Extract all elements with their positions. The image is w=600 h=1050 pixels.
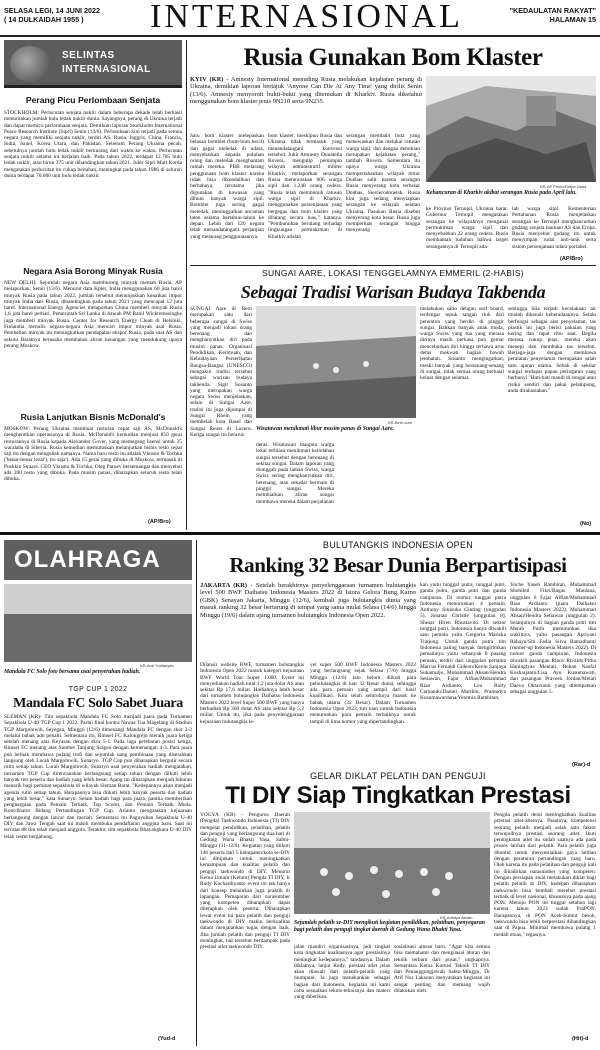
page-number: HALAMAN 15 [549, 15, 596, 24]
badminton-sign: (Rar)-d [572, 762, 591, 768]
issue-date [4, 6, 154, 24]
lead-photo-credit: KR-AP Photo/Felipe Dana [540, 184, 587, 189]
sports-body: SLEMAN (KR)- Tim sepakbola Mandala FC Solo menjadi juara pada Turnamen Sepakbola U-40 TGP Cup 1 2022. Partai final kontra Nawas Tua Magelang di Stadion TGP Margoluwih, Seyegan, Minggu (12/6) dimenangi Mandala FC dengan skor 3-2 melalui babak adu penalti. Sementara itu, Bimsel FC Kalongrejo meraih juara ketiga setelah menang atas Keyasan dengan skor 5-1. Pada laga perebutan posisi ketiga, Bimsel FC menang atas Sumber Tanjung Sragen dengan kemenangan 4-3. Para juara pun berhak membawa pulang trofi dan sejumlah uang pembinaan yang diserahkan langsung oleh Lurah Margoluwih, Sunaryo. TGP Cup pun diharapkan bergulir secara rutin setiap tahun. Lurah Margoluwih, Sunaryo usai penyerahan hadiah mengatakan, turnamen TGP Cup direncanakan berlangsung setiap tahun dengan diikuti lebih banyak tim peserta dan hadiah yang lebih besar. Ajang ini diharapkan menjadi hiburan menarik bagi peminat sepakbola di wilayah Sleman Barat. "Kedepannya akan menjadi agenda rutin setiap tahun. Harapannya bisa diikuti lebih banyak peserta dan hadiah yang lebih besar," kata Sunaryo. Selain hadiah bagi para juara, panitia memberikan penghargaan pada Pemain Terbaik, Top Scorer, dan Pemain Terbaik Muda. Koordinator Bidang Pertandingan TGP Cup, Arianto mengatakan kejuaraan berlangsung dengan lancar dan meriah. Sementara itu Paguyuban Sepakbola U-40 DIY dan Jawa Tengah saat ini masih membuka pendaftaran anggota baru. Saat ini tercatat 88 tim telah menjadi anggota. Terakhir, tim sepakbola Bhayangkara U-40 DIY telah resmi bergabung. [4, 714, 192, 840]
badminton-col-4: Yoche Yaseh Rambitan, Muhammad Shohibul Fikri/Bagas Maulana, unggulan 6 Fajar Alfian/Muhammad Rian Ardianto (juara Daihatsu Indonesia Masters 2022), Muhammad Ahsan/Hendra Setiawan (unggulan 2). Selanjutnya di bagian ganda putri tim Merah Putih menurunkan dua wakilnya, yaitu pasangan Apriyani Rahayu/Siti Fadia Silva Ramadhanti (runner-up Indonesia Masters 2022). Di nomor ganda campuran, Indonesia diwakili pasangan Rinov Rivaldy/Pitha Haningtyas Mentari, Rehan Naufal Kusharjanto/Lisa Ayu Kusumawati, dan pasangan Praveen Jordan/Melati Daeva Oktavianti yang ditempatkan sebagai unggulan 5. [510, 582, 596, 696]
culture-col-4: sehingga bila terjadi kecelakaan air mudah dikenali keberadaannya. Selain berfungsi sebagai alat penyelamat, tas plastik itu juga berisi pakaian yang kering dan rapat ribu saat. Begitu merasa cukup puas, mereka akan menepi dan membuka tas tersebut. Berjaga-jaga dengan membawa peralatan penyelamat merupakan salah satu ajaran utama. Sebab di sekitar sungai terdapat papan peringatan yang berbunyi "Hati-hati mandi di sungai atau risiko sendiri dan pakai pelampung, anda dirahasiakan." [508, 306, 596, 394]
badminton-col-2: vel super 500 BWF Indonesia Masters 2022 yang berlangsung sejak Selasa (7/6) hingga Minggu (12/6) lalu belum diikuti para pebulutangkis di luar 32 Besar dunia, sehingga ada para pemain yang tampil dari hasil kualifikasi. Kini telah seluruhnya masuk ke babak utama (32 Besar). Dalam Turnamen Indonesia Open 2022, tim tuan rumah Indonesia menurunkan para pemain terbaiknya untuk tampil di lima nomor yang dipertandingkan. [310, 662, 416, 725]
sports-headline: Mandala FC Solo Sabet Juara [13, 696, 183, 711]
culture-headline: Sebagai Tradisi Warisan Budaya Takbenda [240, 282, 546, 302]
lead-intro-text: - Amnesty International menuding Rusia melakukan kejahatan perang di Ukraina, demikian laporan bertajuk 'Anyone Can Die At Any Time' yang dirilis Senin (13/6). Amnesty menyoroti bukti-bukti yang ditemukan di Kharkiv. Rusia diketahui menggunakan bom klaster jenis 9N210 serta 9N235. [190, 76, 422, 106]
section-masthead: INTERNASIONAL [150, 0, 463, 35]
sports-photo [4, 584, 192, 662]
globe-icon [10, 46, 50, 82]
badminton-headline: Ranking 32 Besar Dunia Berpartisipasi [229, 553, 567, 577]
lead-photo-caption: Kehancuran di Kharkiv akibat serangan Rusia pada April lalu. [426, 190, 577, 196]
paper-name: "KEDAULATAN RAKYAT" [509, 6, 596, 15]
sidebar-headline-1: Perang Picu Perlombaan Senjata [25, 95, 161, 105]
sports-kicker: TGP CUP 1 2022 [68, 686, 128, 693]
paper-info [440, 6, 596, 24]
column-divider [186, 40, 187, 530]
sports-photo-credit: KR-Ardi Yudianyah [140, 663, 174, 668]
training-sign: (Hit)-d [572, 1036, 589, 1042]
team-photo-image [4, 584, 192, 662]
culture-photo [256, 306, 416, 418]
badminton-col-3: kan yaitu tunggal putra, tunggal putri, ganda putra, ganda putri dan ganda campuran. Di nomor tunggal putra Indonesia menurunkan 4 pemain, Anthony Sinisuka Ginting (unggulan 5), Jonatan Christie (unggulan 8), Shesar Hiren Rhustavito. Di sektor tunggal putri, Indonesia hanya diwakili satu pemain yaitu Gregoria Mariska Tunjung. Untuk ganda putra tim Indonesia paling banyak mengirimkan pemainnya yaitu sebanyak 8 pasang pemain, terdiri dari unggulan pertama Marcus Fernaldi Gideon/Kevin Sanjaya Sukamuljo, Mohammad Ahsan/Hendra Setiawan, Fajar Alfian/Muhammad Rian Ardianto, Leo Rolly Carnando/Daniel Marthin, Pramudya Kusumawardana/Yeremia Rambitan. [420, 582, 506, 702]
river-image [256, 306, 416, 418]
sidebar-headline-2: Negara Asia Borong Minyak Rusia [23, 266, 163, 276]
culture-col-1: SUNGAI Aare di Bern merupakan satu dari beberapa sungai di Swiss yang menjadi lokasi orang berenang dan menghanyutkan diri pada musim panas. Organisasi Pendidikan, Keilmuan, dan Kebudayaan Perserikatan Bangsa-Bangsa (UNESCO) mengakui tradisi tersebut sebagai warisan budaya takbenda. Sigit Susanto yang merupakan warga negara Swiss menjelaskan, selain di Sungai Aare, tradisi itu juga dijumpai di Sungai Rhein yang membelah kota Basel dan Sungai Reuss di Luzern. Ketiga sungai itu berarus [190, 306, 252, 438]
lead-headline: Rusia Gunakan Bom Klaster [243, 44, 543, 71]
culture-photo-credit: KR-Bern.com [388, 420, 413, 425]
culture-col-2b [338, 442, 416, 528]
lead-photo [426, 76, 596, 182]
culture-col-2: deras. Wisatawan maupun warga lokal terbiasa menikmati keindahan sungai tersebut dengan berenang di sekitar sungai. Dalam laporan yang diunggah pada laman Swiss, warga Swiss sering menghanyutkan diri, berenang, atau sekadar bermain di pinggir sungai. Mereka membiarkan aliran sungai membawa mereka dalam perjalanan [256, 442, 334, 505]
badminton-dateline: JAKARTA (KR) [200, 582, 248, 589]
sports-sign: (Yud-d [158, 1036, 176, 1042]
badminton-intro [200, 582, 416, 660]
issue-date-hijri: ( 14 DULKAIDAH 1955 ) [4, 15, 84, 24]
sports-divider [0, 532, 600, 535]
lead-sign: (AP/Bro) [560, 256, 583, 262]
destroyed-building-image [426, 76, 596, 182]
sports-column-divider [196, 540, 197, 1046]
training-headline: TI DIY Siap Tingkatkan Prestasi [225, 782, 571, 809]
sports-banner [4, 540, 192, 580]
culture-kicker: SUNGAI AARE, LOKASI TENGGELAMNYA EMMERIL (2-HABIS) [262, 268, 524, 278]
lead-col-3: serangan membabi buta yang menewaskan dan melukai ratusan warga sipil, dan dengan demikian merupakan kejahatan perang," tambah Rovera. Sementara itu upaya warga Ukraina mempertahankan wilayah timur Donbas sulit karena serangan Rusia menyerang kota terbesar Donbas, Sievierodonetsk. Rusia kini juga sedang menyiapkan serangan ke wilayah selatan Ukraina. Pasukan Rusia disebut menyerang kota besar. Rusia juga memperluas serangan hingga menyerang [346, 133, 420, 234]
training-photo-caption: Sejumlah pelatih se-DIY mengikuti kegiatan pendidikan, pelatihan, penyegaran bagi pelatih dan penguji tingkat daerah di Gedung Wana Bhakti Yasa. [294, 920, 485, 933]
sidebar-body-1: STOCKHOLM: Perlucutan senjata nuklir dalam beberapa dekade telah berhasil menurunkan jumlah hulu ledak nuklir dunia. Sayangnya, perang di Ukraina terjadi dan dapat memicu perlombaan senjata. Demikian laporan Stockholm International Peace Research Institute (Sipri) Senin (13/6). Perlombaan kini terjadi pada semua negara yang memiliki senjata nuklir, terdiri AS, Rusia, Inggris, China, Francis, India, Israel, Korea Utara, dan Pakistan. Sebelum Perang Ukraina pecah, sebetulnya jumlah hulu ledak nuklir berkurang dari waktu ke waktu. Perlucutan senjata nuklir selama ini berjalan baik. Pada tahun 2022, terdapat 12.705 hulu ledak nuklir, atau turun 375 unit dibandingkan tahun 2021. Jubir Sipri Matt Korda mengatakan perlucutan itu cukup bertahan, meningkat pada tahun 1986 di seluruh dunia terdapat 70.000 unit hulu ledak nuklir. [4, 110, 182, 179]
sidebar-title-2: INTERNASIONAL [62, 64, 151, 75]
sports-photo-caption: Mandala FC Solo foto bersama usai penyerahan hadiah. [4, 669, 141, 675]
badminton-col-1: Dilansir website BWF, turnamen bulutangkis Indonesia Open 2022 masuk kategori kejuaraan BWF World Tour Super 1.000. Event ini menyediakan hadiah total 1,2 juta dolar AS atau sekitar Rp 17,6 miliar. Hadiahnya lebih besar dari turnamen bulutangkis Daihatsu Indonesia Masters 2022 level Super 500 BWF yang hanya berhadiah Rp 360 dolar AS atau sekitar Rp 5,2 miliar. Untuk itu, jika pada penyelenggaraan kejuaraan bulutangkis le- [200, 662, 304, 725]
sidebar-sign: (AP/Bro) [148, 519, 171, 525]
training-col-1: YOGYA (KR) - Pengurus Daerah (Pengda) Taekwondo Indonesia (TI) DIY mengelar pendidikan, pelatihan, pelatih dan penguji yang berlangsung dua hari di Gedung Wana Bhakti Yasa, Sabtu-Minggu (11-12/6). Kegiatan yang diikuti 146 peserta dari 5 kabupaten/kota se-DIY ini ditujukan untuk meningkatkan kemampuan dan kualitas pelatih dan penguji taekwondo di DIY. Menurut Ketua Umum (Ketum) Pengda TI DIY, Ir Rudy Kochardiyanto event ini tak hanya dari konsep melainkan juga praktik di lapangan. Pemaparan dari narasumber yang kompeten diharapkan dapat diterapkan oleh peserta. Diharapkan lewat event ini para pelatih dan penguji taekwondo di DIY makin berkualitas dalam menjalankan tugas dengan baik. Jika jumlah pelatih dan penguji TI DIY meningkat, hal tersebut berdampak pada prestasi atlet taekwondo DIY. [200, 812, 290, 951]
sidebar-banner [4, 40, 182, 88]
header-rule [0, 35, 600, 37]
training-hall-image [294, 812, 490, 914]
lead-col-4b: lah warga sipil. Kementerian Pertahanan Rusia menjelaskan serangan ke Ternopil menghancurkan gudang senjata bantuan AS dan Eropa. Rusia menyebut gudang itu untuk menyimpan rudal anti-tank serta sistem persenjataan udara portabel. [512, 206, 596, 250]
badminton-kicker: BULUTANGKIS INDONESIA OPEN [322, 540, 474, 550]
lead-dateline: KYIV (KR) [190, 76, 224, 83]
lead-bottom-rule [190, 265, 596, 266]
sidebar-title-1: SELINTAS [62, 50, 115, 61]
sports-banner-title: OLAHRAGA [14, 546, 161, 573]
sidebar-body-2: NEW DELHI: Sejumlah negara Asia memborong minyak mentah Rusia, AP melaporkan, Senin (13/6). Menurut data Kpler, India menggunakan 60 juta barel minyak Rusia pada tahun 2022, jumlah tersebut menunjukkan kenaikan impor minyak India dari Rusia, dibandingkan pada tahun 2021 yang mencapai 12 juta barel. International Energy Agencies melaporkan China membeli minyak Rusia 1,6 juta barel perhari. Pemerintah Sri Lanka di bawah PM Ranil Wickremesinghe juga membeli minyak Rusia. Center for Research Energy Clean di Helsinki, Finlandia menulis negara-negara Asia mencari impor minyak asal Rusia. Pembelian minyak itu meningkatkan pendapatan ekspor Rusia, pada saat AS dan sekutu Baratnya berusaha membatasi aliran keuangan yang mendukung upaya perang Moskow. [4, 280, 182, 349]
culture-col-3: melakukan salto dengan surf board, terdengar tepuk tangan riuh dari penonton yang berdiri di pinggir sungai. Bahkan banyak anak muda, warga Swiss yang tua yang merasa dirinya masih perkasa pun gemar menceburkan diri hingga terbawa arus deras mekwati bagian bawah jembatan. Susanto mengingatkan, meski banyak yang bersenang-senang di sungai, tidak semua orang berhasil keluar dengan selamat. [420, 306, 504, 382]
lead-col-4a: ke Provinsi Ternopil, Ukraina barat. Gubernur Ternopil mengatakan serangan ke wilayahnya menganai permukiman warga sipil dan menyebabkan 22 orang cedera. Rusia membantah tuduhan bahwa target serangannya di Ternopil ada- [426, 206, 508, 250]
lead-intro [190, 76, 422, 131]
issue-date-gregorian: SELASA LEGI, 14 JUNI 2022 [4, 6, 101, 15]
sidebar-body-3: MOSKOW: Perang Ukraina membuat restoran cepat saji AS, McDonald's menghentikan operasionya di Rusia. McDonald's kemudian menjual 850 gerai restorannya di Rusia kepada Alexander Gover, yang memegang lisensi untuk 25 waralaba di Siberia. Rusia kemudian memutuskan melanjutkan bisnis resto cepat saji itu dengan mengubah namanya. Nama baru resto itu adalah Vkusno & Tochka ('benar-benar lezat'), itu saja'). Ada 15 gerai yang dibuka di Moskow, termasuk di Pushkin Square. CEO Vkusno & Tochka, Oleg Paroev bersemangat dan menyebut ada 200 resto yang dibuka. Pada musim panas, diharapkan seluruh resto telah dibuka. [4, 426, 182, 483]
training-photo-credit: KR-Adhitya Asnan [440, 915, 473, 920]
training-col-3: sosialisasi aturan baru. "Agar kita semua bisa memahami dan menguasai aturan dan teknik terbaru dari pusat," ungkapnya. Sementara Ketua Komisi Teknik TI DIY dan Penanggungjawab Sabtu-Minggu, Dr Arif Nur Laksono menyatakan kegiatan ini sangat penting dan memang wajib dilakukan oleh [394, 944, 490, 995]
training-kicker: GELAR DIKLAT PELATIH DAN PENGUJI [310, 771, 486, 781]
lead-col-2: bom klaster, meskipun Rusia dan Ukraina tidak termasuk yang menandatangani konvensi tersebut. Jubir Amnesty Donatella Rovera, mengutip pemimpin wilayah administratif militer Kharkiv, melaporkan serangan Rusia menewaskan 606 warga sipil dan 1.248 orang cedera. "Rusia telah membunuh ratusan warga sipil di Kharkiv, menggunakan persenjataan yang bergegas dan bom klaster yang dilarang secara luas," katanya. "Pembunuhan berulang terhadap lingkungan permukiman di Kharkiv adalah [268, 133, 342, 240]
training-photo [294, 812, 490, 914]
training-col-4: Pengda pelatih demi meningkatkan kualitas prestasi atlet-atletnya. Pasalnya, kompetensi seorang pelatih menjadi salah satu faktor terwujudnya prestasi seorang atlet. Ikuti peningkatan atlet itu sudah saatnya ada pada proses latihan dari pelatih. Para pelatih juga dituntut untuk menyesuaikan gaya latihan dengan peraturan pertandingan yang baru. Oleh karena itu pada pelatihan dan penguji kali ini dihadirkan narasumber yang kompeten. Dengan persiapan awal melakukan diklat bagi pelatih pelatih di DIY, kedepan diharapkan taekwondo bisa kembali merebut prestasi terbaik di level nasional, khususnya pada ajang PON. Menuju PON ini tinggal setahun lagi karena tahun 2023 sudah PraPON. Harapannya, di PON Aceh-Sumut besok, taekwondo bisa lebih berprestasi dibandingkan saat di Papua. Minimal membawa pulang 1 medali emas," tegasnya. [494, 812, 596, 938]
training-col-2: jalan mandiri organisasinya, jadi tingkat kota tingkatan kualitasnya agar prestasinya meningkat kedepannya," tandasnya. Dalam diklatnya, lanjut Rudy, prestasi atlet jelas akan diawali dari pelatih-pelatih yang mumpuni. Ia juga menekankan sebagai bagian dari Indonesia, kegiatan ini kami coba sesuaikan teknis-teknisnya dan materi yang diberikan. [294, 944, 390, 1001]
lead-col-1: Satu bom klaster melepaskan belasan bomblet (bom-bom kecil) dan gagal meledak di udara, menyebarkan kepada puluhan orang dan meledak menghantam rumah mereka. PBB melarang penggunaan bom klaster karena tidak bisa dikendalikan dan berbahaya, terutama jika digunakan di kawasan yang dihuni banyak warga sipil. Bomblet juga sering gagal meledak, meninggalkan ancaman laten selama bertahun-tahun ke depan. Lebih dari 120 negara telah menandatangani perjanjian yang melarang penggunaannya. [190, 133, 264, 240]
badminton-intro-text: - Setelah berakhirnya penyelenggaraan turnamen bulutangkis level 500 BWF Daihatsu Indonesia Masters 2022 di Istora Gelora Bung Karno (GBK) Senayan Jakarta, Minggu (12/6), kembali juga bulutangkis dunia yang masuk ranking 32 besar bertarung di tempat yang sama mulai Selasa (14/6) hingga Minggu (19/6) dalam ajang turnamen bulutangkis Indonesia Open 2022. [200, 582, 416, 619]
culture-photo-caption: Wisatawan menikmati libur musim panas di Sungai Aare. [256, 426, 395, 432]
culture-sign: (No) [580, 521, 592, 527]
sidebar-headline-3: Rusia Lanjutkan Bisnis McDonald's [20, 412, 166, 422]
